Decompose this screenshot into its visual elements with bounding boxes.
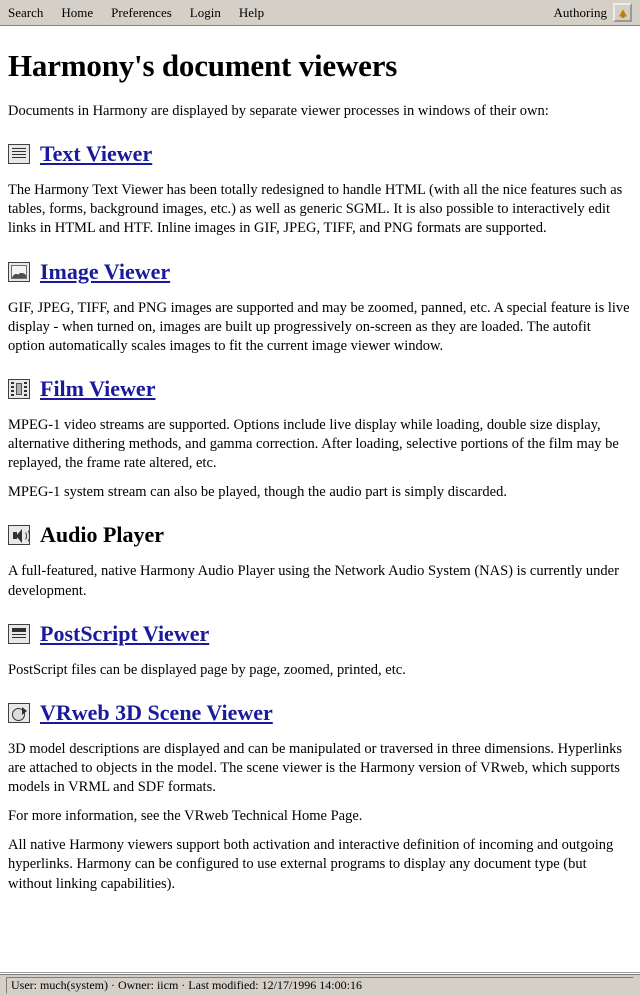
toolbar-item-home[interactable]: Home <box>61 4 94 20</box>
section-header-film-viewer <box>8 376 630 402</box>
page-title: Harmony's document viewers <box>8 48 398 83</box>
document-body <box>0 26 640 894</box>
vrweb-paragraph-1: 3D model descriptions are displayed and can be manipulated or traversed in three dimensions. Hyperlinks are attached to objects in the model. The scene viewer is the Harmony version of VRweb, which supports models in VRML and SDF formats. <box>8 740 623 795</box>
section-header-vrweb-viewer <box>8 700 630 726</box>
film-viewer-paragraph-2: MPEG-1 system stream can also be played, though the audio part is simply discarded. <box>8 484 507 501</box>
picture-icon <box>8 262 30 282</box>
intro-paragraph: Documents in Harmony are displayed by separate viewer processes in windows of their own: <box>8 103 549 119</box>
status-bar-inner <box>6 977 634 994</box>
authoring-label: Authoring <box>553 4 607 20</box>
sound-wave-outer <box>23 529 30 543</box>
film-viewer-paragraph-1: MPEG-1 video streams are supported. Options include live display while loading, double size display, alternative dithering methods, and gamma correction. After loading, selective portions of the film may be replayed, the frame rate altered, etc. <box>8 416 619 472</box>
toolbar-item-help[interactable]: Help <box>238 4 265 20</box>
top-toolbar <box>0 0 640 26</box>
page-icon <box>8 624 30 644</box>
vrweb-paragraph-2: For more information, see the VRweb Technical Home Page. <box>8 808 363 825</box>
toolbar-menu <box>8 5 264 21</box>
link-vrweb-viewer[interactable]: VRweb 3D Scene Viewer <box>40 699 273 725</box>
toolbar-item-preferences[interactable]: Preferences <box>111 4 172 20</box>
text-document-icon <box>8 144 30 164</box>
toolbar-item-login[interactable]: Login <box>189 4 221 20</box>
section-header-postscript-viewer <box>8 621 630 647</box>
three-d-scene-icon <box>8 703 30 723</box>
arrow-stem <box>621 14 624 18</box>
upload-arrow-icon[interactable] <box>613 3 632 22</box>
text-viewer-paragraph: The Harmony Text Viewer has been totally redesigned to handle HTML (with all the nice features such as tables, forms, background images, etc.) as well as generic SGML. It is also possible to interactively edit links in HTML and HTF. Inline images in GIF, JPEG, TIFF, and PNG formats are supported. <box>8 182 623 237</box>
heading-audio-player: Audio Player <box>40 522 165 548</box>
link-image-viewer[interactable]: Image Viewer <box>40 258 171 284</box>
toolbar-right <box>554 3 632 22</box>
audio-player-paragraph: A full-featured, native Harmony Audio Player using the Network Audio System (NAS) is currently under development. <box>8 563 619 599</box>
section-header-text-viewer <box>8 141 630 167</box>
direction-arrow <box>22 707 27 715</box>
status-text: User: much(system) · Owner: iicm · Last modified: 12/17/1996 14:00:16 <box>11 978 362 992</box>
film-strip-icon <box>8 379 30 399</box>
link-film-viewer[interactable]: Film Viewer <box>40 375 156 401</box>
status-bar <box>0 974 640 996</box>
section-header-audio-player <box>8 522 630 548</box>
film-frame <box>16 383 22 395</box>
postscript-viewer-paragraph: PostScript files can be displayed page by page, zoomed, printed, etc. <box>8 661 406 678</box>
section-header-image-viewer <box>8 259 630 285</box>
vrweb-paragraph-3: All native Harmony viewers support both activation and interactive definition of incoming and outgoing hyperlinks. Harmony can be configured to use external programs to display any document type (but without linking capabilities). <box>8 837 614 892</box>
link-postscript-viewer[interactable]: PostScript Viewer <box>40 620 210 646</box>
link-text-viewer[interactable]: Text Viewer <box>40 141 153 167</box>
toolbar-item-search[interactable]: Search <box>8 4 44 20</box>
speaker-icon <box>8 525 30 545</box>
image-viewer-paragraph: GIF, JPEG, TIFF, and PNG images are supported and may be zoomed, panned, etc. A special feature is live display - when turned on, images are built up progressively on-screen as they are loaded. The autofit option automatically scales images to fit the current image viewer window. <box>8 299 630 354</box>
bottom-divider <box>0 972 640 973</box>
